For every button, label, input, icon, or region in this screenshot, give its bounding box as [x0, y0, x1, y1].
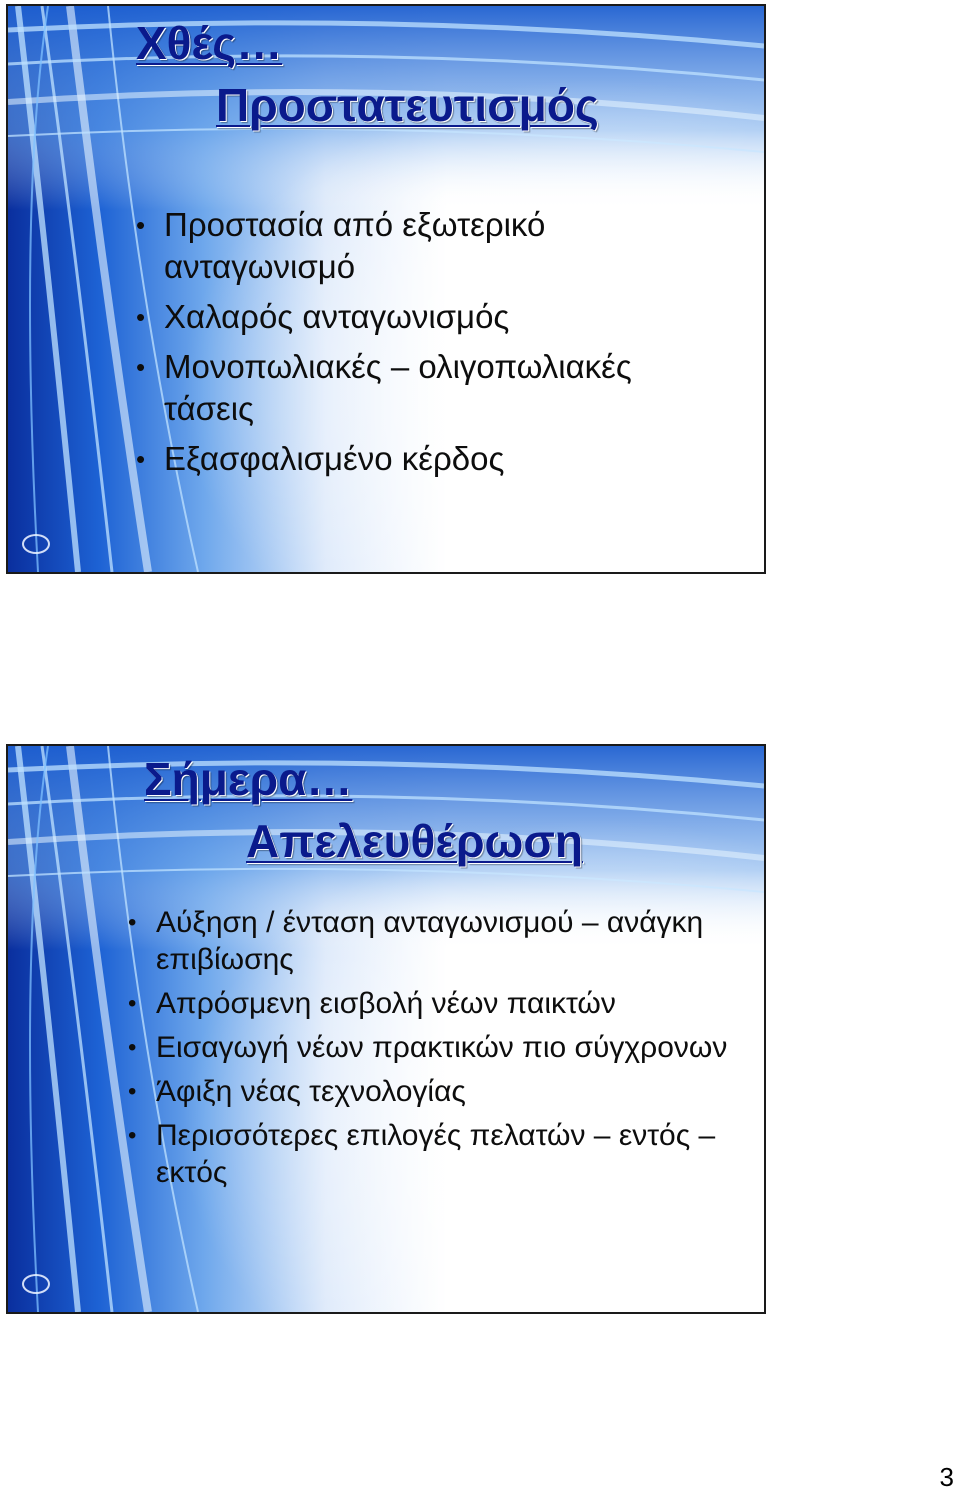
bullet-text: Άφιξη νέας τεχνολογίας — [156, 1075, 466, 1108]
bullet-text: Μονοπωλιακές – ολιγοπωλιακές τάσεις — [164, 348, 632, 427]
slide-title-line-1: Σήμερα… — [144, 753, 353, 805]
bullet-dot-icon: • — [128, 909, 137, 936]
bullet-dot-icon: • — [128, 990, 137, 1017]
bullet-text: Χαλαρός ανταγωνισμός — [164, 298, 510, 335]
bullet-item — [136, 296, 726, 338]
bullet-dot-icon: • — [128, 1078, 137, 1105]
bullet-dot-icon: • — [136, 302, 146, 332]
decorative-ring-icon — [22, 534, 50, 554]
decorative-ring-icon — [22, 1274, 50, 1294]
bullet-text: Αύξηση / ένταση ανταγωνισμού – ανάγκη επιβίωσης — [156, 906, 704, 976]
bullet-dot-icon: • — [128, 1122, 137, 1149]
slide-title-line-2: Προστατευτισμός — [216, 79, 599, 131]
bullet-dot-icon: • — [128, 1034, 137, 1061]
bullet-item — [128, 904, 748, 978]
bullet-text: Προστασία από εξωτερικό ανταγωνισμό — [164, 206, 546, 285]
bullet-item — [128, 985, 748, 1022]
slide-1 — [6, 4, 766, 574]
slide-title-line-2: Απελευθέρωση — [246, 815, 583, 867]
page-number: 3 — [939, 1462, 954, 1492]
bullet-dot-icon: • — [136, 210, 146, 240]
bullet-text: Περισσότερες επιλογές πελατών – εντός – εκτός — [156, 1119, 716, 1189]
slide-title-line-1: Χθές… — [136, 17, 283, 69]
bullet-text: Εξασφαλισμένο κέρδος — [164, 440, 505, 477]
bullet-item — [136, 438, 726, 480]
bullet-list — [128, 904, 748, 1198]
bullet-item — [128, 1029, 748, 1066]
bullet-item — [136, 204, 726, 288]
bullet-item — [136, 346, 726, 430]
slide-2 — [6, 744, 766, 1314]
bullet-dot-icon: • — [136, 352, 146, 382]
bullet-item — [128, 1117, 748, 1191]
bullet-item — [128, 1073, 748, 1110]
bullet-text: Εισαγωγή νέων πρακτικών πιο σύγχρονων — [156, 1031, 728, 1064]
bullet-text: Απρόσμενη εισβολή νέων παικτών — [156, 987, 616, 1020]
bullet-list — [136, 204, 726, 488]
bullet-dot-icon: • — [136, 444, 146, 474]
